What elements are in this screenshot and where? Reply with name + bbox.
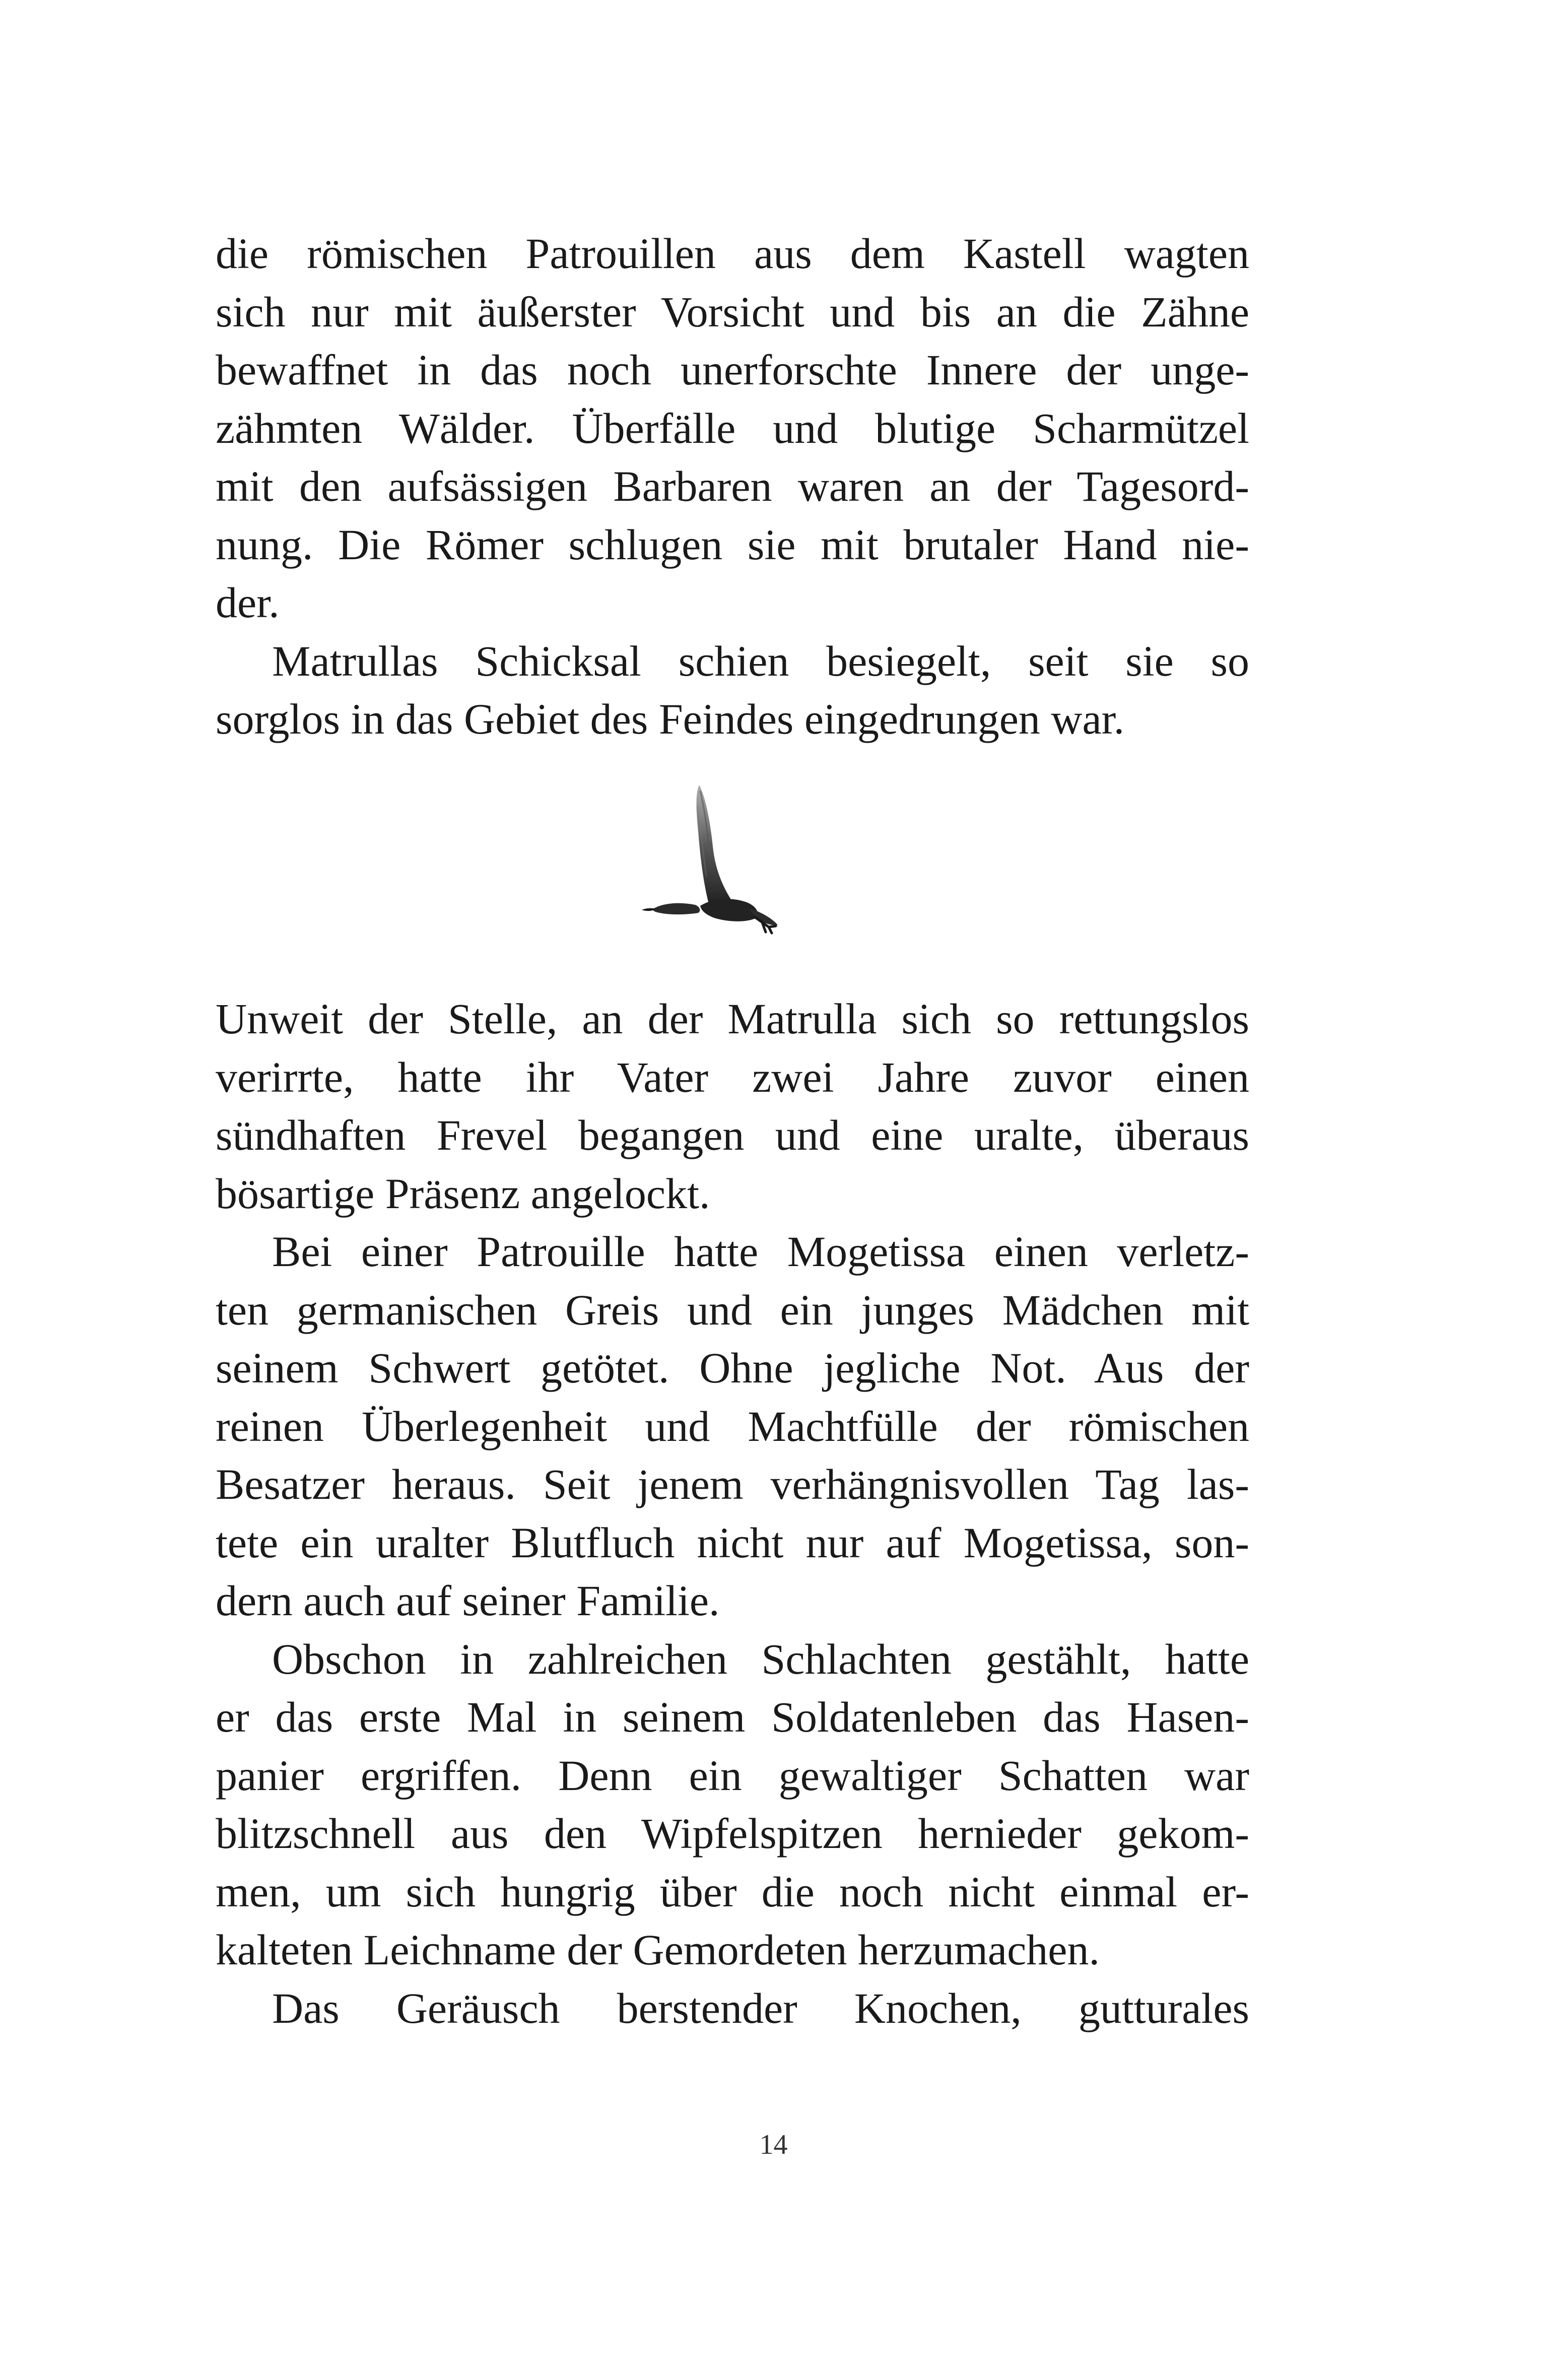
text-line: ten germanischen Greis und ein junges Mädchen mit (216, 1285, 1249, 1334)
text-line: Besatzer heraus. Seit jenem verhängnisvollen Tag las- (216, 1460, 1249, 1508)
text-block-after-ornament (216, 990, 1249, 2037)
text-line: men, um sich hungrig über die noch nicht einmal er- (216, 1867, 1249, 1916)
text-line: sorglos in das Gebiet des Feindes eingedrungen war. (216, 695, 1125, 743)
text-line: verirrte, hatte ihr Vater zwei Jahre zuvor einen (216, 1052, 1249, 1101)
text-line: der. (216, 578, 280, 627)
text-line: die römischen Patrouillen aus dem Kastell wagten (216, 229, 1249, 278)
text-line: panier ergriffen. Denn ein gewaltiger Schatten war (216, 1751, 1249, 1800)
text-block-before-ornament (216, 225, 1249, 749)
text-line: bewaffnet in das noch unerforschte Innere der unge- (216, 346, 1249, 394)
text-line: zähmten Wälder. Überfälle und blutige Scharmützel (216, 404, 1249, 452)
text-line: tete ein uralter Blutfluch nicht nur auf Mogetissa, son- (216, 1518, 1249, 1567)
paragraph-first-line: Obschon in zahlreichen Schlachten gestählt, hatte (272, 1634, 1249, 1683)
text-line: reinen Überlegenheit und Machtfülle der römischen (216, 1402, 1249, 1450)
paragraph-first-line: Bei einer Patrouille hatte Mogetissa einen verletz- (272, 1227, 1249, 1276)
text-line: er das erste Mal in seinem Soldatenleben das Hasen- (216, 1693, 1249, 1741)
text-line: sündhaften Frevel begangen und eine uralte, überaus (216, 1111, 1249, 1159)
text-line: kalteten Leichname der Gemordeten herzumachen. (216, 1926, 1100, 1974)
text-line: mit den aufsässigen Barbaren waren an der Tagesord- (216, 462, 1249, 510)
page-number: 14 (759, 2129, 788, 2160)
paragraph-first-line: Matrullas Schicksal schien besiegelt, seit sie so (272, 636, 1249, 685)
text-line: nung. Die Römer schlugen sie mit brutaler Hand nie- (216, 520, 1249, 569)
raven-in-flight-icon (625, 776, 816, 942)
text-line: sich nur mit äußerster Vorsicht und bis an die Zähne (216, 287, 1249, 336)
text-line: blitzschnell aus den Wipfelspitzen hernieder gekom- (216, 1809, 1249, 1858)
text-line: dern auch auf seiner Familie. (216, 1576, 720, 1625)
text-line: Unweit der Stelle, an der Matrulla sich so rettungslos (216, 995, 1249, 1043)
paragraph-first-line: Das Geräusch berstender Knochen, gutturales (272, 1984, 1249, 2032)
text-line: seinem Schwert getötet. Ohne jegliche Not. Aus der (216, 1344, 1249, 1392)
text-line: bösartige Präsenz angelockt. (216, 1169, 710, 1218)
